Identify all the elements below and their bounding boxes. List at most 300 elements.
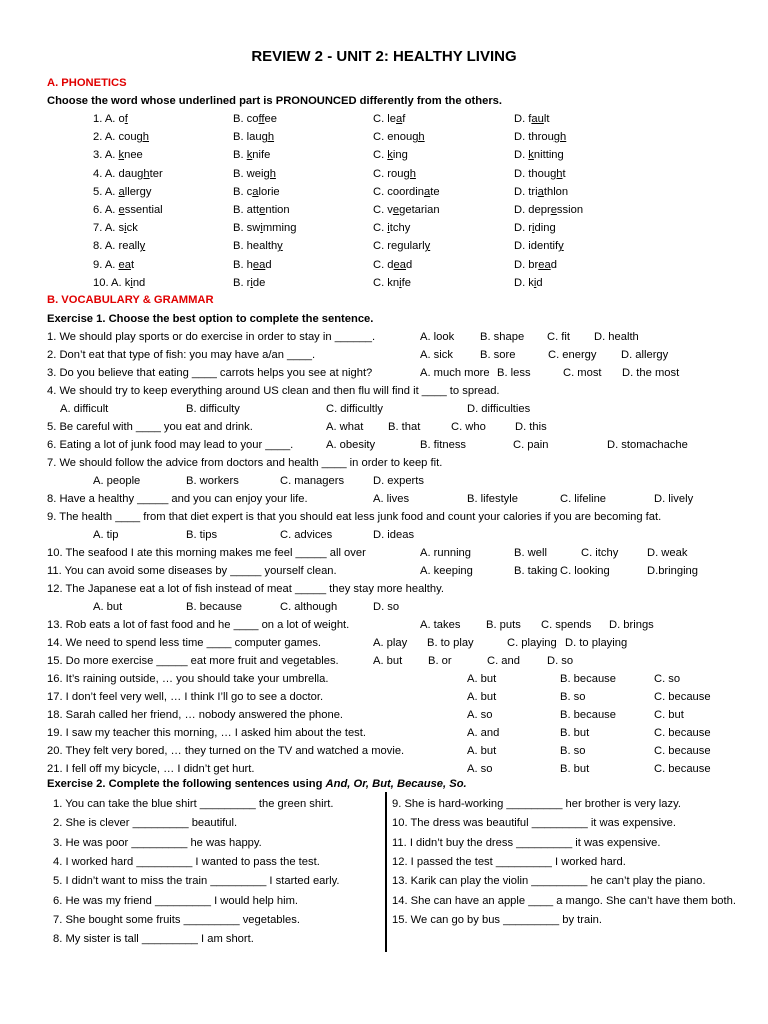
answer-option: D. ideas bbox=[373, 529, 415, 541]
answer-option: A. what bbox=[326, 421, 364, 433]
word-part: C. bbox=[373, 222, 388, 235]
word-part: B. health bbox=[233, 240, 278, 253]
question-text: 8. Have a healthy _____ and you can enjoy your life. bbox=[47, 493, 308, 505]
phonetics-option-b bbox=[233, 165, 276, 183]
answer-option: C. and bbox=[487, 655, 520, 667]
underlined-part: gh bbox=[261, 131, 275, 144]
section-heading-phonetics: A. PHONETICS bbox=[47, 77, 127, 89]
question-row bbox=[0, 328, 768, 346]
question-text: 10. The seafood I ate this morning makes me feel _____ all over bbox=[47, 547, 366, 559]
exercise2-sentence: 13. Karik can play the violin _________ he can’t play the piano. bbox=[392, 875, 706, 888]
answer-option: B. so bbox=[560, 691, 586, 703]
answer-option: B. but bbox=[560, 763, 590, 775]
answer-option: C. but bbox=[654, 709, 684, 721]
word-part: mming bbox=[262, 222, 297, 235]
phonetics-option-d bbox=[514, 219, 556, 237]
phonetics-option-b bbox=[233, 146, 270, 164]
exercise2-sentence: 5. I didn’t want to miss the train _________ I started early. bbox=[53, 875, 340, 888]
answer-option: A. people bbox=[93, 475, 141, 487]
word-part: nee bbox=[124, 149, 143, 162]
word-part: B. lau bbox=[233, 131, 262, 144]
answer-option: A. sick bbox=[420, 349, 453, 361]
word-part: B. sw bbox=[233, 222, 261, 235]
word-part: B. h bbox=[233, 258, 253, 271]
phonetics-option-b bbox=[233, 110, 277, 128]
underlined-part: i bbox=[130, 276, 133, 289]
answer-option: B. to play bbox=[427, 637, 474, 649]
exercise1-instruction: Exercise 1. Choose the best option to complete the sentence. bbox=[47, 313, 374, 325]
answer-option: B. well bbox=[514, 547, 547, 559]
phonetics-option-d bbox=[514, 165, 566, 183]
question-row bbox=[0, 706, 768, 724]
underlined-part: k bbox=[246, 149, 253, 162]
question-text: 12. The Japanese eat a lot of fish instead of meat _____ they stay more healthy. bbox=[47, 583, 444, 595]
answer-option: D. allergy bbox=[621, 349, 669, 361]
answer-option: B. tips bbox=[186, 529, 218, 541]
underlined-part: i bbox=[533, 276, 537, 289]
answer-option: B. because bbox=[186, 601, 242, 613]
phonetics-option-b bbox=[233, 183, 280, 201]
phonetics-option-d bbox=[514, 183, 568, 201]
underlined-part: gh bbox=[263, 167, 276, 180]
phonetics-row bbox=[0, 128, 768, 146]
answer-option: A. so bbox=[467, 763, 493, 775]
question-row bbox=[0, 364, 768, 382]
answer-option: B. because bbox=[560, 673, 616, 685]
phonetics-option-c bbox=[373, 110, 405, 128]
word-part: 5. A. bbox=[93, 185, 119, 198]
phonetics-row bbox=[0, 256, 768, 274]
phonetics-option-d bbox=[514, 110, 549, 128]
exercise2-sentence: 11. I didn’t buy the dress _________ it was expensive. bbox=[392, 836, 661, 849]
answer-option: C. spends bbox=[541, 619, 592, 631]
exercise2-sentence: 3. He was poor _________ he was happy. bbox=[53, 836, 262, 849]
question-text: 14. We need to spend less time ____ computer games. bbox=[47, 637, 322, 649]
word-part: D. identif bbox=[514, 240, 559, 253]
phonetics-row bbox=[0, 237, 768, 255]
exercise2-instruction bbox=[47, 775, 467, 793]
underlined-part: gh bbox=[412, 131, 425, 144]
answer-option: A. takes bbox=[420, 619, 461, 631]
answer-option: B. because bbox=[560, 709, 616, 721]
underlined-part: i bbox=[124, 222, 127, 235]
answer-option: A. so bbox=[467, 709, 493, 721]
answer-option: D. the most bbox=[622, 367, 680, 379]
exercise2-sentence: 7. She bought some fruits _________ vegetables. bbox=[53, 913, 300, 926]
word-part: D. tri bbox=[514, 185, 538, 198]
underlined-part: ff bbox=[258, 113, 265, 125]
question-text: 15. Do more exercise _____ eat more fruit and vegetables. bbox=[47, 655, 339, 667]
word-part: d bbox=[265, 258, 272, 271]
word-part: D. bbox=[514, 149, 529, 162]
answer-option: A. play bbox=[373, 637, 408, 649]
phonetics-option-d bbox=[514, 274, 543, 292]
answer-option: B. taking bbox=[514, 565, 558, 577]
word-part: B. wei bbox=[233, 167, 264, 180]
word-part: tchy bbox=[389, 222, 411, 235]
answer-option: B. workers bbox=[186, 475, 239, 487]
phonetics-option-a bbox=[93, 146, 143, 164]
phonetics-row bbox=[0, 165, 768, 183]
word-part: 4. A. dau bbox=[93, 167, 138, 180]
question-text: 21. I fell off my bicycle, … I didn’t get hurt. bbox=[47, 763, 255, 775]
word-part: te bbox=[430, 185, 440, 198]
word-part: ter bbox=[149, 167, 163, 180]
phonetics-option-b bbox=[233, 201, 290, 219]
question-row bbox=[0, 508, 768, 526]
underlined-part: au bbox=[531, 113, 544, 125]
answer-option: B. but bbox=[560, 727, 590, 739]
answer-option: B. lifestyle bbox=[467, 493, 518, 505]
answer-option: A. but bbox=[373, 655, 403, 667]
word-part: d bbox=[550, 258, 557, 271]
phonetics-row bbox=[0, 274, 768, 292]
word-part: B. co bbox=[233, 113, 259, 125]
question-row bbox=[0, 526, 768, 544]
word-part: D. k bbox=[514, 276, 534, 289]
exercise2-sentence: 2. She is clever _________ beautiful. bbox=[53, 817, 238, 830]
word-part: nitting bbox=[533, 149, 564, 162]
answer-option: C. lifeline bbox=[560, 493, 607, 505]
word-part: D. f bbox=[514, 113, 532, 125]
underlined-part: e bbox=[392, 204, 400, 216]
phonetics-row bbox=[0, 110, 768, 128]
phonetics-instruction: Choose the word whose underlined part is PRONOUNCED differently from the others. bbox=[47, 95, 503, 107]
phonetics-option-a bbox=[93, 110, 128, 128]
word-part: B. att bbox=[233, 204, 260, 216]
phonetics-option-a bbox=[93, 183, 151, 201]
word-part: de bbox=[252, 276, 266, 289]
underlined-part: gh bbox=[137, 167, 150, 180]
question-row bbox=[0, 652, 768, 670]
phonetics-option-b bbox=[233, 256, 272, 274]
answer-option: A. but bbox=[93, 601, 123, 613]
exercise2-sentence: 4. I worked hard _________ I wanted to pass the test. bbox=[53, 855, 320, 868]
phonetics-option-d bbox=[514, 201, 583, 219]
word-part: llergy bbox=[124, 185, 152, 198]
phonetics-row bbox=[0, 183, 768, 201]
word-part: C. d bbox=[373, 258, 394, 271]
page-title: REVIEW 2 - UNIT 2: HEALTHY LIVING bbox=[251, 48, 517, 65]
word-part: C. kn bbox=[373, 276, 400, 289]
word-part: ee bbox=[264, 113, 277, 125]
answer-option: A. but bbox=[467, 745, 497, 757]
word-part: 1. A. o bbox=[93, 113, 125, 125]
phonetics-option-c bbox=[373, 237, 430, 255]
word-part: C. regularl bbox=[373, 240, 425, 253]
answer-option: A. keeping bbox=[420, 565, 473, 577]
answer-option: C. playing bbox=[507, 637, 557, 649]
answer-option: A. tip bbox=[93, 529, 119, 541]
answer-option: C. because bbox=[654, 745, 711, 757]
word-part: B. c bbox=[233, 185, 253, 198]
underlined-part: i bbox=[250, 276, 253, 289]
phonetics-option-b bbox=[233, 274, 265, 292]
word-part: D. thou bbox=[514, 167, 551, 180]
exercise2-sentence: 10. The dress was beautiful _________ it was expensive. bbox=[392, 817, 677, 830]
answer-option: B. that bbox=[388, 421, 421, 433]
question-text: 19. I saw my teacher this morning, … I asked him about the test. bbox=[47, 727, 366, 739]
column-divider bbox=[385, 792, 387, 952]
exercise2-sentence: 1. You can take the blue shirt _________ the green shirt. bbox=[53, 798, 334, 810]
answer-option: D. so bbox=[547, 655, 574, 667]
underlined-part: gh bbox=[403, 167, 416, 180]
word-part: nife bbox=[252, 149, 271, 162]
phonetics-row bbox=[0, 146, 768, 164]
question-row bbox=[0, 688, 768, 706]
underlined-part: ea bbox=[118, 258, 131, 271]
word-part: ing bbox=[392, 149, 408, 162]
question-text: 1. We should play sports or do exercise in order to stay in ______. bbox=[47, 331, 376, 343]
answer-option: A. difficult bbox=[60, 403, 109, 415]
answer-option: B. difficulty bbox=[186, 403, 240, 415]
underlined-part: e bbox=[550, 204, 557, 216]
answer-option: C. most bbox=[563, 367, 602, 379]
exercise2-sentence: 9. She is hard-working _________ her brother is very lazy. bbox=[392, 798, 681, 810]
phonetics-option-b bbox=[233, 128, 274, 146]
underlined-part: ea bbox=[538, 258, 551, 271]
word-part: ssion bbox=[556, 204, 584, 216]
word-part: C. le bbox=[373, 113, 397, 125]
underlined-part: f bbox=[124, 113, 128, 125]
word-part: thlon bbox=[543, 185, 569, 198]
word-part: 10. A. k bbox=[93, 276, 131, 289]
underlined-part: y bbox=[558, 240, 564, 253]
question-text: 17. I don’t feel very well, … I think I’ll go to see a doctor. bbox=[47, 691, 324, 703]
question-row bbox=[0, 436, 768, 454]
answer-option: C. fit bbox=[547, 331, 570, 343]
underlined-part: a bbox=[252, 185, 259, 198]
answer-option: C. looking bbox=[560, 565, 610, 577]
underlined-part: a bbox=[537, 185, 544, 198]
exercise2-sentence: 14. She can have an apple ____ a mango. She can’t have them both. bbox=[392, 894, 736, 907]
underlined-part: ea bbox=[393, 258, 406, 271]
exercise2-instruction-main: Exercise 2. Complete the following sentences using bbox=[47, 778, 326, 790]
answer-option: A. lives bbox=[373, 493, 410, 505]
word-part: ding bbox=[534, 222, 556, 235]
phonetics-row bbox=[0, 201, 768, 219]
answer-option: B. less bbox=[497, 367, 531, 379]
underlined-part: a bbox=[396, 113, 403, 125]
word-part: d bbox=[536, 276, 543, 289]
word-part: ck bbox=[126, 222, 138, 235]
answer-option: D. health bbox=[594, 331, 639, 343]
underlined-part: k bbox=[528, 149, 534, 162]
question-text: 5. Be careful with ____ you eat and drink. bbox=[47, 421, 253, 433]
answer-option: D. weak bbox=[647, 547, 688, 559]
question-text: 7. We should follow the advice from doctors and health ____ in order to keep fit. bbox=[47, 457, 443, 469]
question-row bbox=[0, 580, 768, 598]
word-part: D. r bbox=[514, 222, 533, 235]
word-part: D. depr bbox=[514, 204, 551, 216]
phonetics-option-a bbox=[93, 165, 163, 183]
answer-option: D. difficulties bbox=[467, 403, 531, 415]
word-part: getarian bbox=[399, 204, 440, 216]
question-row bbox=[0, 454, 768, 472]
phonetics-option-c bbox=[373, 201, 440, 219]
phonetics-option-d bbox=[514, 128, 566, 146]
exercise2-sentence: 15. We can go by bus _________ by train. bbox=[392, 913, 603, 926]
word-part: 2. A. cou bbox=[93, 131, 137, 144]
question-row bbox=[0, 544, 768, 562]
word-part: nd bbox=[132, 276, 146, 289]
question-row bbox=[0, 742, 768, 760]
answer-option: A. and bbox=[467, 727, 500, 739]
word-part: 9. A. bbox=[93, 258, 119, 271]
answer-option: D. brings bbox=[609, 619, 654, 631]
question-row bbox=[0, 418, 768, 436]
answer-option: D. so bbox=[373, 601, 400, 613]
question-text: 13. Rob eats a lot of fast food and he ____ on a lot of weight. bbox=[47, 619, 350, 631]
question-row bbox=[0, 562, 768, 580]
question-row bbox=[0, 382, 768, 400]
question-row bbox=[0, 616, 768, 634]
answer-option: C. although bbox=[280, 601, 338, 613]
answer-option: C. difficultly bbox=[326, 403, 383, 415]
word-part: t bbox=[562, 167, 566, 180]
question-text: 20. They felt very bored, … they turned on the TV and watched a movie. bbox=[47, 745, 405, 757]
answer-option: D. this bbox=[515, 421, 547, 433]
question-row bbox=[0, 472, 768, 490]
underlined-part: y bbox=[424, 240, 431, 253]
underlined-part: y bbox=[139, 240, 146, 253]
answer-option: C. managers bbox=[280, 475, 345, 487]
phonetics-option-b bbox=[233, 237, 283, 255]
question-row bbox=[0, 598, 768, 616]
answer-option: C. itchy bbox=[581, 547, 619, 559]
word-part: 3. A. bbox=[93, 149, 119, 162]
phonetics-option-c bbox=[373, 256, 412, 274]
word-part: lt bbox=[543, 113, 550, 125]
word-part: C. enou bbox=[373, 131, 413, 144]
exercise2-sentence: 12. I passed the test _________ I worked hard. bbox=[392, 855, 626, 868]
underlined-part: gh bbox=[550, 167, 563, 180]
word-part: ssential bbox=[124, 204, 163, 216]
answer-option: B. puts bbox=[486, 619, 521, 631]
answer-option: A. look bbox=[420, 331, 455, 343]
answer-option: B. shape bbox=[480, 331, 525, 343]
question-text: 11. You can avoid some diseases by _____ yourself clean. bbox=[47, 565, 337, 577]
word-part: 7. A. s bbox=[93, 222, 125, 235]
word-part: f bbox=[402, 113, 406, 125]
phonetics-option-d bbox=[514, 237, 564, 255]
phonetics-option-c bbox=[373, 128, 425, 146]
section-heading-vocabulary: B. VOCABULARY & GRAMMAR bbox=[47, 294, 214, 306]
underlined-part: k bbox=[118, 149, 125, 162]
word-part: C. bbox=[373, 149, 388, 162]
answer-option: A. obesity bbox=[326, 439, 376, 451]
word-part: D. br bbox=[514, 258, 539, 271]
phonetics-option-c bbox=[373, 274, 411, 292]
underlined-part: i bbox=[532, 222, 535, 235]
word-part: t bbox=[130, 258, 135, 271]
question-text: 18. Sarah called her friend, … nobody answered the phone. bbox=[47, 709, 344, 721]
word-part: d bbox=[405, 258, 413, 271]
question-text: 4. We should try to keep everything around US clean and then flu will find it ____ to spread. bbox=[47, 385, 500, 397]
underlined-part: a bbox=[118, 185, 125, 198]
phonetics-option-d bbox=[514, 146, 564, 164]
underlined-part: i bbox=[387, 222, 390, 235]
answer-option: A. running bbox=[420, 547, 471, 559]
phonetics-row bbox=[0, 219, 768, 237]
phonetics-option-a bbox=[93, 274, 145, 292]
underlined-part: i bbox=[260, 222, 263, 235]
phonetics-option-a bbox=[93, 201, 163, 219]
underlined-part: k bbox=[387, 149, 393, 162]
phonetics-option-c bbox=[373, 183, 440, 201]
underlined-part: e bbox=[118, 204, 125, 216]
question-text: 6. Eating a lot of junk food may lead to your ____. bbox=[47, 439, 294, 451]
word-part: C. coordin bbox=[373, 185, 424, 198]
answer-option: D. to playing bbox=[565, 637, 628, 649]
answer-option: C. pain bbox=[513, 439, 549, 451]
answer-option: B. sore bbox=[480, 349, 516, 361]
phonetics-option-c bbox=[373, 219, 410, 237]
underlined-part: i bbox=[399, 276, 402, 289]
question-row bbox=[0, 724, 768, 742]
phonetics-option-a bbox=[93, 128, 149, 146]
answer-option: D.bringing bbox=[647, 565, 698, 577]
question-row bbox=[0, 400, 768, 418]
answer-option: B. fitness bbox=[420, 439, 467, 451]
answer-option: B. or bbox=[428, 655, 452, 667]
underlined-part: e bbox=[259, 204, 266, 216]
word-part: C. rou bbox=[373, 167, 404, 180]
phonetics-option-d bbox=[514, 256, 557, 274]
word-part: fe bbox=[401, 276, 411, 289]
underlined-part: y bbox=[277, 240, 283, 253]
word-part: C. v bbox=[373, 204, 393, 216]
underlined-part: gh bbox=[553, 131, 567, 144]
answer-option: C. energy bbox=[548, 349, 597, 361]
question-row bbox=[0, 346, 768, 364]
word-part: B. bbox=[233, 149, 247, 162]
word-part: 8. A. reall bbox=[93, 240, 140, 253]
question-text: 16. It’s raining outside, … you should take your umbrella. bbox=[47, 673, 329, 685]
answer-option: C. who bbox=[451, 421, 486, 433]
answer-option: C. because bbox=[654, 691, 711, 703]
answer-option: A. much more bbox=[420, 367, 490, 379]
question-row bbox=[0, 670, 768, 688]
answer-option: D. experts bbox=[373, 475, 424, 487]
question-row bbox=[0, 634, 768, 652]
answer-option: C. because bbox=[654, 763, 711, 775]
exercise2-sentence: 6. He was my friend _________ I would help him. bbox=[53, 894, 299, 907]
answer-option: A. but bbox=[467, 691, 497, 703]
underlined-part: gh bbox=[136, 131, 149, 144]
answer-option: C. so bbox=[654, 673, 681, 685]
exercise2-instruction-words: And, Or, But, Because, So. bbox=[325, 778, 467, 790]
phonetics-option-a bbox=[93, 256, 134, 274]
question-text: 3. Do you believe that eating ____ carrots helps you see at night? bbox=[47, 367, 373, 379]
word-part: ntion bbox=[265, 204, 290, 216]
word-part: lorie bbox=[258, 185, 280, 198]
question-text: 9. The health ____ from that diet expert is that you should eat less junk food and count your calories if you are becoming fat. bbox=[47, 511, 662, 523]
underlined-part: ea bbox=[252, 258, 266, 271]
answer-option: B. so bbox=[560, 745, 586, 757]
question-text: 2. Don’t eat that type of fish: you may have a/an ____. bbox=[47, 349, 316, 361]
word-part: B. r bbox=[233, 276, 251, 289]
phonetics-option-a bbox=[93, 219, 138, 237]
word-part: D. throu bbox=[514, 131, 554, 144]
phonetics-option-c bbox=[373, 146, 408, 164]
phonetics-option-c bbox=[373, 165, 416, 183]
exercise2-sentence: 8. My sister is tall _________ I am short. bbox=[53, 933, 254, 946]
answer-option: A. but bbox=[467, 673, 497, 685]
underlined-part: a bbox=[424, 185, 431, 198]
word-part: 6. A. bbox=[93, 204, 119, 216]
answer-option: C. because bbox=[654, 727, 711, 739]
